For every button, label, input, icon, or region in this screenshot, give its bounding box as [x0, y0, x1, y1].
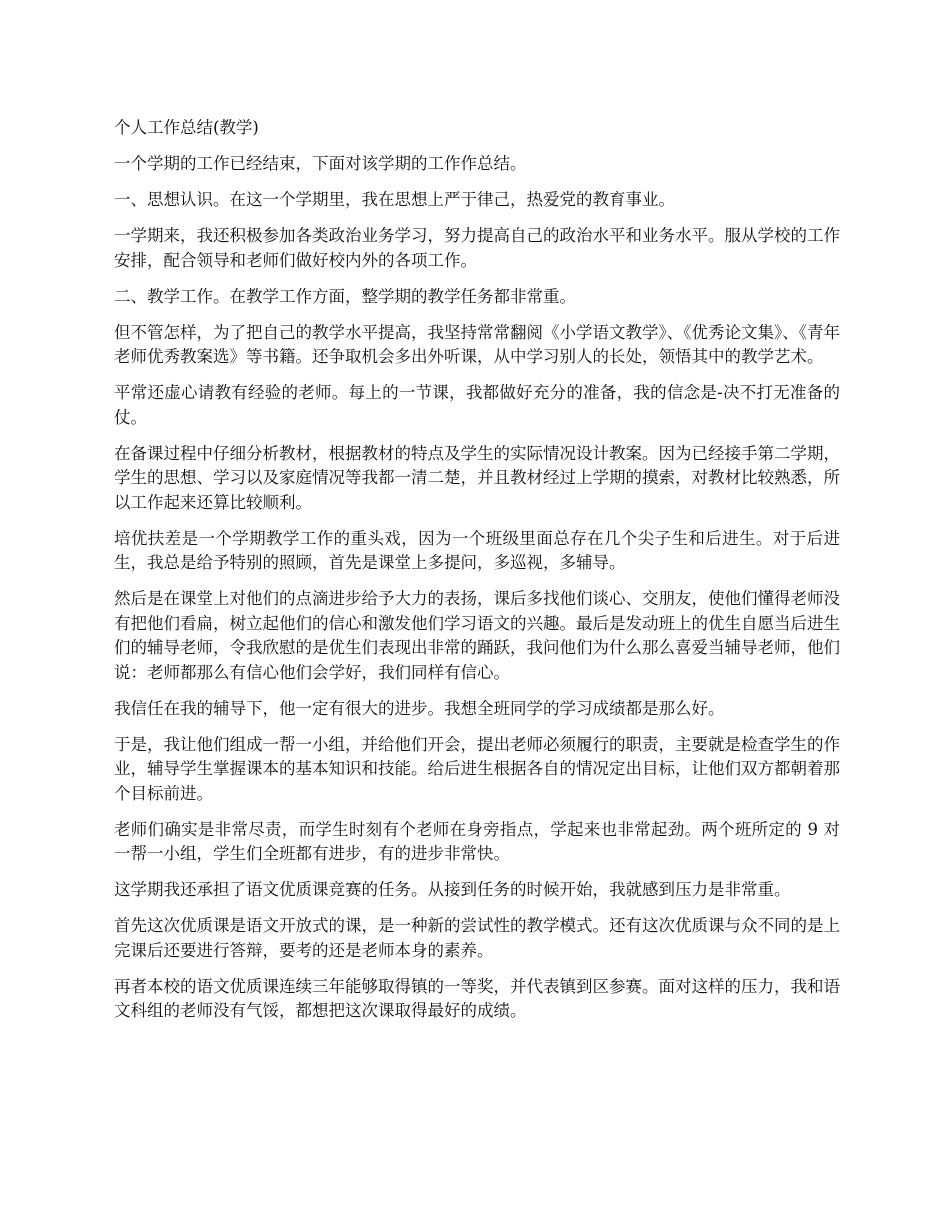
- paragraph-3: 一学期来，我还积极参加各类政治业务学习，努力提高自己的政治水平和业务水平。服从学校的工作安排，配合领导和老师们做好校内外的各项工作。: [114, 226, 840, 270]
- paragraph-4: 二、教学工作。在教学工作方面，整学期的教学任务都非常重。: [114, 286, 576, 306]
- paragraph-9: 然后是在课堂上对他们的点滴进步给予大力的表扬，课后多找他们谈心、交朋友，使他们懂得老师没有把他们看扁，树立起他们的信心和激发他们学习语文的兴趣。最后是发动班上的优生自愿当后进生们的辅导老师，令我欣慰的是优生们表现出非常的踊跃，我问他们为什么那么喜爱当辅导老师，他们说：老师都那么有信心他们会学好，我们同样有信心。: [114, 589, 840, 682]
- paragraph-12: 老师们确实是非常尽责，而学生时刻有个老师在身旁指点，学起来也非常起劲。两个班所定的 9 对一帮一小组，学生们全班都有进步，有的进步非常快。: [114, 819, 840, 863]
- paragraph-15: 再者本校的语文优质课连续三年能够取得镇的一等奖，并代表镇到区参赛。面对这样的压力，我和语文科组的老师没有气馁，都想把这次课取得最好的成绩。: [114, 976, 840, 1020]
- paragraph-14: 首先这次优质课是语文开放式的课，是一种新的尝试性的教学模式。还有这次优质课与众不同的是上完课后还要进行答辩，要考的还是老师本身的素养。: [114, 916, 840, 960]
- paragraph-10: 我信任在我的辅导下，他一定有很大的进步。我想全班同学的学习成绩都是那么好。: [114, 698, 725, 718]
- document-title: 个人工作总结(教学): [114, 118, 259, 137]
- paragraph-7: 在备课过程中仔细分析教材，根据教材的特点及学生的实际情况设计教案。因为已经接手第二学期，学生的思想、学习以及家庭情况等我都一清二楚，并且教材经过上学期的摸索，对教材比较熟悉，所以工作起来还算比较顺利。: [114, 443, 840, 512]
- paragraph-1: 一个学期的工作已经结束，下面对该学期的工作作总结。: [114, 154, 527, 173]
- paragraph-11: 于是，我让他们组成一帮一小组，并给他们开会，提出老师必须履行的职责，主要就是检查学生的作业，辅导学生掌握课本的基本知识和技能。给后进生根据各自的情况定出目标，让他们双方都朝着那个目标前进。: [114, 734, 840, 803]
- paragraph-6: 平常还虚心请教有经验的老师。每上的一节课，我都做好充分的准备，我的信念是-决不打无准备的仗。: [114, 383, 840, 427]
- paragraph-8: 培优扶差是一个学期教学工作的重头戏，因为一个班级里面总存在几个尖子生和后进生。对于后进生，我总是给予特别的照顾，首先是课堂上多提问，多巡视，多辅导。: [114, 528, 840, 572]
- paragraph-5: 但不管怎样，为了把自己的教学水平提高，我坚持常常翻阅《小学语文教学》、《优秀论文集》、《青年老师优秀教案选》等书籍。还争取机会多出外听课，从中学习别人的长处，领悟其中的教学艺术。: [114, 322, 840, 366]
- paragraph-2: 一、思想认识。在这一个学期里，我在思想上严于律己，热爱党的教育事业。: [114, 190, 675, 209]
- paragraph-13: 这学期我还承担了语文优质课竞赛的任务。从接到任务的时候开始，我就感到压力是非常重。: [114, 880, 791, 899]
- document-page: [114, 116, 840, 1035]
